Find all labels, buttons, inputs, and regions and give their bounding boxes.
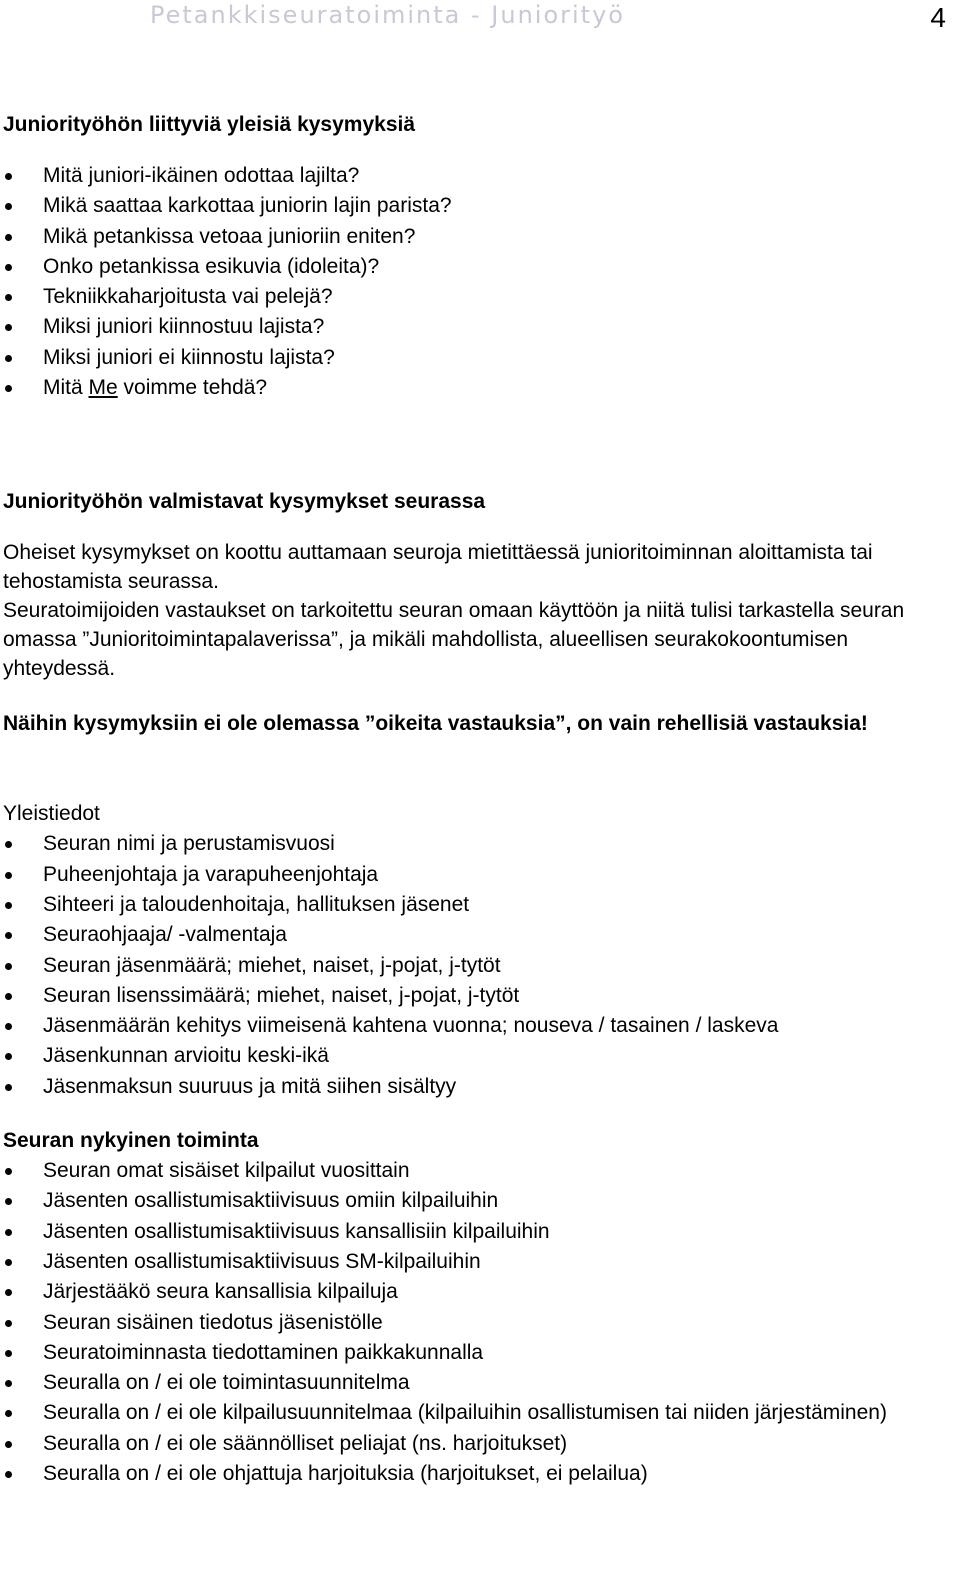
list-item: Jäsenmaksun suuruus ja mitä siihen sisältyy — [3, 1072, 943, 1102]
bullet-icon — [5, 355, 12, 362]
list-item: Onko petankissa esikuvia (idoleita)? — [3, 252, 943, 282]
list-item: Seuralla on / ei ole säännölliset peliajat (ns. harjoitukset) — [3, 1429, 943, 1459]
bullet-icon — [5, 1023, 12, 1030]
bullet-icon — [5, 1198, 12, 1205]
bullet-icon — [5, 324, 12, 331]
list-item: Seuran jäsenmäärä; miehet, naiset, j-pojat, j-tytöt — [3, 951, 943, 981]
bullet-icon — [5, 1441, 12, 1448]
running-header: Petankkiseuratoiminta - Juniorityö — [150, 1, 625, 29]
list-item: Miksi juniori ei kiinnostu lajista? — [3, 343, 943, 373]
bullet-icon — [5, 234, 12, 241]
list-item: Seuraohjaaja/ -valmentaja — [3, 920, 943, 950]
list-item: Seuran lisenssimäärä; miehet, naiset, j-pojat, j-tytöt — [3, 981, 943, 1011]
bullet-icon — [5, 1471, 12, 1478]
section-heading-preparatory-questions: Juniorityöhön valmistavat kysymykset seurassa — [3, 490, 486, 514]
list-item: Sihteeri ja taloudenhoitaja, hallituksen jäsenet — [3, 890, 943, 920]
list-item: Seuralla on / ei ole kilpailusuunnitelmaa (kilpailuihin osallistumisen tai niiden järjestäminen) — [3, 1398, 943, 1428]
bullet-icon — [5, 902, 12, 909]
list-item: Jäsenten osallistumisaktiivisuus kansallisiin kilpailuihin — [3, 1217, 943, 1247]
list-item: Seuratoiminnasta tiedottaminen paikkakunnalla — [3, 1338, 943, 1368]
bullet-icon — [5, 872, 12, 879]
section-heading-general-info: Yleistiedot — [3, 802, 100, 826]
list-item: Jäsenkunnan arvioitu keski-ikä — [3, 1041, 943, 1071]
list-item: Mitä juniori-ikäinen odottaa lajilta? — [3, 161, 943, 191]
bullet-icon — [5, 1053, 12, 1060]
bullet-icon — [5, 841, 12, 848]
list-item: Seuralla on / ei ole toimintasuunnitelma — [3, 1368, 943, 1398]
list-item: Tekniikkaharjoitusta vai pelejä? — [3, 282, 943, 312]
bullet-icon — [5, 993, 12, 1000]
current-activity-list — [3, 1156, 943, 1489]
bullet-icon — [5, 932, 12, 939]
bullet-icon — [5, 1410, 12, 1417]
usage-paragraph: Seuratoimijoiden vastaukset on tarkoitettu seuran omaan käyttöön ja niitä tulisi tarkastella seuran omassa ”Junioritoimintapalaverissa”, ja mikäli mahdollista, alueellisen seurakokoontumisen yhteydessä. — [3, 599, 905, 681]
bullet-icon — [5, 1168, 12, 1175]
intro-paragraph: Oheiset kysymykset on koottu auttamaan seuroja mietittäessä junioritoiminnan aloittamista tai tehostamista seurassa. — [3, 541, 873, 594]
list-item: Jäsenten osallistumisaktiivisuus SM-kilpailuihin — [3, 1247, 943, 1277]
document-body — [3, 110, 943, 1489]
bullet-icon — [5, 963, 12, 970]
list-item: Mikä petankissa vetoaa junioriin eniten? — [3, 222, 943, 252]
section-heading-current-activity: Seuran nykyinen toiminta — [3, 1129, 259, 1153]
bullet-icon — [5, 385, 12, 392]
bullet-icon — [5, 1084, 12, 1091]
section-heading-general-questions: Juniorityöhön liittyviä yleisiä kysymyksiä — [3, 113, 416, 136]
bullet-icon — [5, 264, 12, 271]
list-item: Järjestääkö seura kansallisia kilpailuja — [3, 1277, 943, 1307]
general-info-list — [3, 829, 943, 1102]
list-item: Seuran nimi ja perustamisvuosi — [3, 829, 943, 859]
bullet-icon — [5, 1229, 12, 1236]
bullet-icon — [5, 294, 12, 301]
bullet-icon — [5, 1259, 12, 1266]
list-item: Mikä saattaa karkottaa juniorin lajin parista? — [3, 191, 943, 221]
list-item: Seuran omat sisäiset kilpailut vuosittain — [3, 1156, 943, 1186]
general-questions-list — [3, 161, 943, 403]
list-item: Puheenjohtaja ja varapuheenjohtaja — [3, 860, 943, 890]
bullet-icon — [5, 1289, 12, 1296]
bullet-icon — [5, 1350, 12, 1357]
underlined-word: Me — [88, 376, 118, 400]
list-item: Seuran sisäinen tiedotus jäsenistölle — [3, 1308, 943, 1338]
bullet-icon — [5, 203, 12, 210]
list-item: Mitä Me voimme tehdä? — [3, 373, 943, 403]
bullet-icon — [5, 173, 12, 180]
bullet-icon — [5, 1380, 12, 1387]
emphasis-statement: Näihin kysymyksiin ei ole olemassa ”oikeita vastauksia”, on vain rehellisiä vastauksia! — [3, 712, 868, 736]
list-item: Seuralla on / ei ole ohjattuja harjoituksia (harjoitukset, ei pelailua) — [3, 1459, 943, 1489]
list-item: Jäsenmäärän kehitys viimeisenä kahtena vuonna; nouseva / tasainen / laskeva — [3, 1011, 943, 1041]
list-item: Miksi juniori kiinnostuu lajista? — [3, 312, 943, 342]
page-number: 4 — [930, 2, 946, 33]
bullet-icon — [5, 1320, 12, 1327]
list-item: Jäsenten osallistumisaktiivisuus omiin kilpailuihin — [3, 1186, 943, 1216]
